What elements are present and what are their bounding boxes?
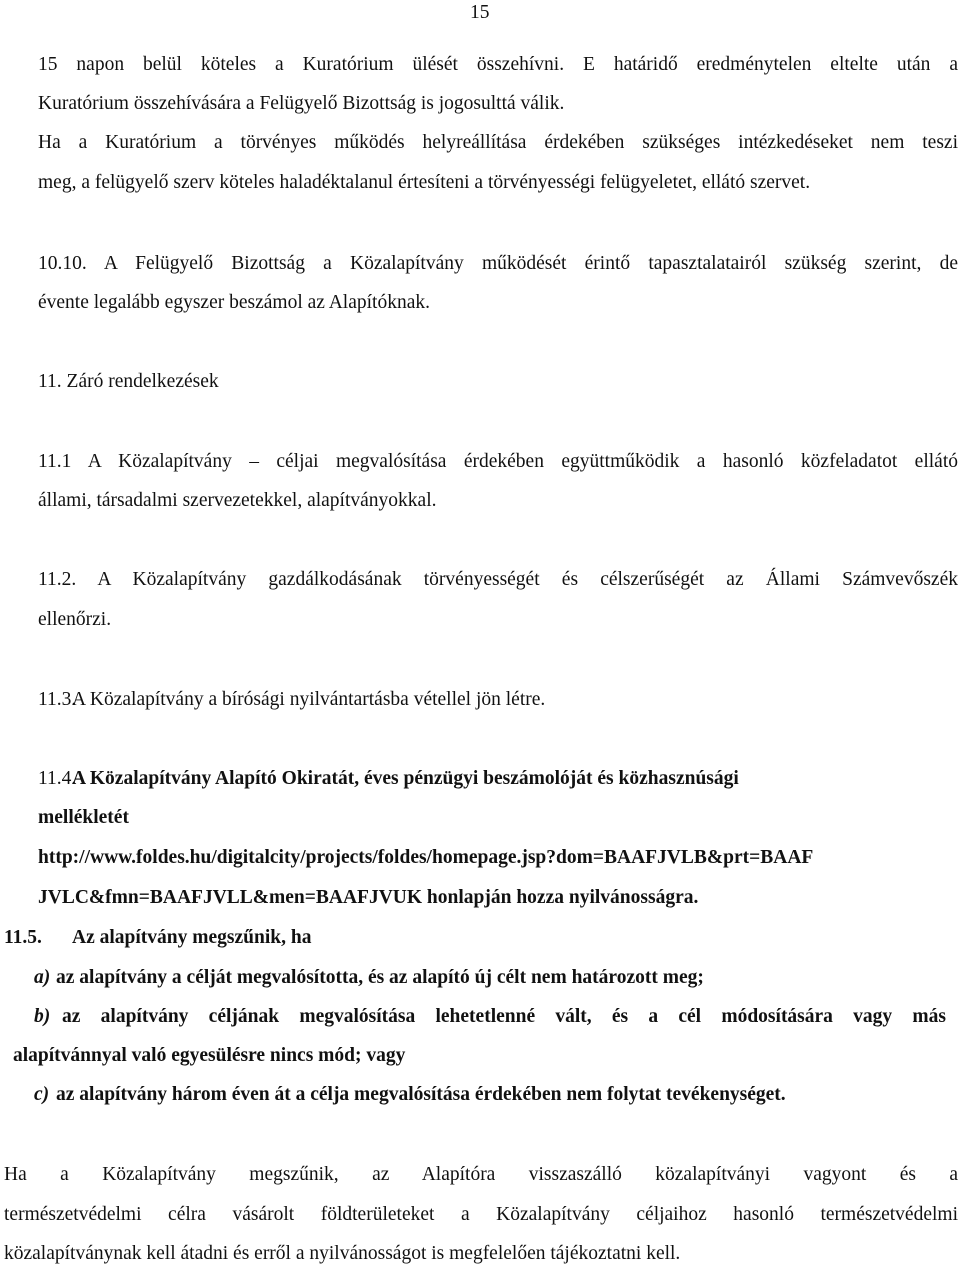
text-line: Ha a Kuratórium a törvényes működés helyreállítása érdekében szükséges intézkedéseket nem teszi xyxy=(38,132,958,153)
list-item: alapítvánnyal való egyesülésre nincs mód; vagy xyxy=(13,1045,406,1066)
text-line: A Közalapítvány a bírósági nyilvántartásba vétellel jön létre. xyxy=(72,689,546,710)
list-marker: c) xyxy=(34,1084,50,1105)
text-line: ellenőrzi. xyxy=(38,609,112,630)
list-item: az alapítvány a célját megvalósította, és az alapító új célt nem határozott meg; xyxy=(56,967,704,988)
text-line: 10.10. A Felügyelő Bizottság a Közalapítvány működését érintő tapasztalatairól szükség szerint, de xyxy=(38,253,958,274)
text-line: Kuratórium összehívására a Felügyelő Bizottság is jogosulttá válik. xyxy=(38,93,565,114)
text-line: 11.2. A Közalapítvány gazdálkodásának törvényességét és célszerűségét az Állami Számvevőszék xyxy=(38,569,958,590)
url-line: JVLC&fmn=BAAFJVLL&men=BAAFJVUK honlapján hozza nyilvánosságra. xyxy=(38,887,699,908)
text-line: Az alapítvány megszűnik, ha xyxy=(72,927,312,948)
text-line: évente legalább egyszer beszámol az Alapítóknak. xyxy=(38,292,430,313)
list-marker: a) xyxy=(34,967,51,988)
text-line: Ha a Közalapítvány megszűnik, az Alapítóra visszaszálló közalapítványi vagyont és a xyxy=(4,1164,958,1185)
text-line: 11.1 A Közalapítvány – céljai megvalósítása érdekében együttműködik a hasonló közfeladatot ellátó xyxy=(38,451,958,472)
text-line: állami, társadalmi szervezetekkel, alapítványokkal. xyxy=(38,490,437,511)
text-line: természetvédelmi célra vásárolt földterületeket a Közalapítvány céljaihoz hasonló természetvédelmi xyxy=(4,1204,958,1225)
text-line: mellékletét xyxy=(38,807,129,828)
item-number: 11.3. xyxy=(38,689,77,710)
page-number: 15 xyxy=(470,2,490,23)
text-line: közalapítványnak kell átadni és erről a nyilvánosságot is megfelelően tájékoztatni kell. xyxy=(4,1243,681,1264)
section-heading: 11. Záró rendelkezések xyxy=(38,371,219,392)
item-number: 11.5. xyxy=(4,927,42,948)
list-item: az alapítvány három éven át a célja megvalósítása érdekében nem folytat tevékenységet. xyxy=(56,1084,786,1105)
text-line: meg, a felügyelő szerv köteles haladéktalanul értesíteni a törvényességi felügyeletet, ellátó szervet. xyxy=(38,172,811,193)
list-marker: b) xyxy=(34,1006,51,1027)
list-item: az alapítvány céljának megvalósítása lehetetlenné vált, és a cél módosítására vagy más xyxy=(62,1006,946,1027)
url-line: http://www.foldes.hu/digitalcity/projects/foldes/homepage.jsp?dom=BAAFJVLB&prt=BAAF xyxy=(38,847,814,868)
text-line: A Közalapítvány Alapító Okiratát, éves pénzügyi beszámolóját és közhasznúsági xyxy=(72,768,739,789)
item-number: 11.4. xyxy=(38,768,77,789)
text-line: 15 napon belül köteles a Kuratórium ülését összehívni. E határidő eredménytelen eltelte után a xyxy=(38,54,958,75)
